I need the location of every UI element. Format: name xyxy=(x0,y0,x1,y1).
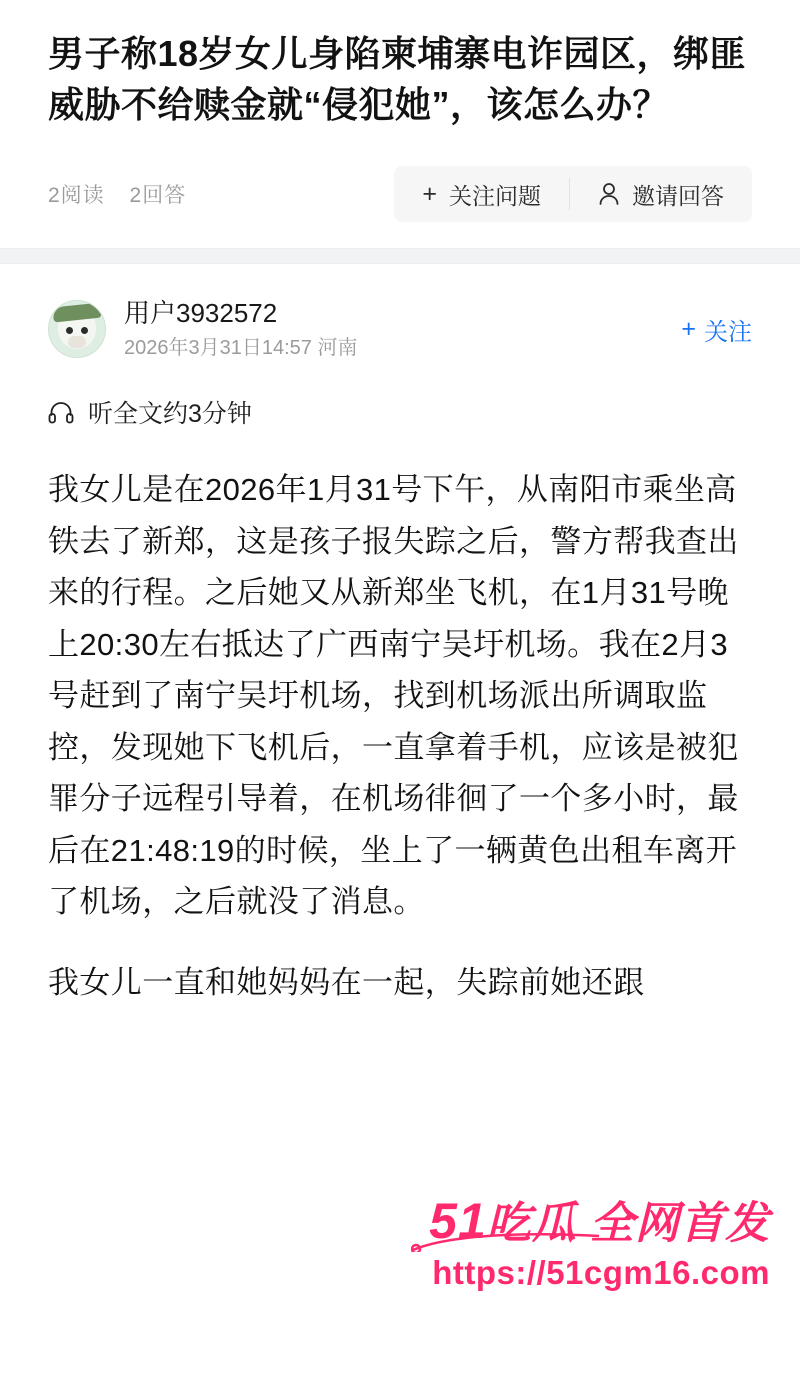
watermark-title xyxy=(429,1193,770,1249)
question-stats xyxy=(48,179,204,209)
headphone-icon xyxy=(48,400,74,424)
follow-author-button[interactable] xyxy=(681,312,752,347)
question-card xyxy=(0,0,800,248)
answer-count: 2回答 xyxy=(129,184,187,208)
answer-paragraph: 我女儿一直和她妈妈在一起，失踪前她还跟 xyxy=(48,965,645,1001)
question-action-group xyxy=(394,166,752,222)
answer-content xyxy=(48,464,752,1009)
answer-timestamp: 2026年3月31日14:57 河南 xyxy=(124,337,358,360)
answer-block xyxy=(0,264,800,1009)
listen-audio-button[interactable] xyxy=(48,394,752,430)
invite-answer-label: 邀请回答 xyxy=(632,182,724,209)
watermark-text: 吃瓜 全网首发 xyxy=(486,1199,770,1248)
follow-author-label: 关注 xyxy=(704,318,752,346)
answer-author-row xyxy=(48,298,752,360)
follow-question-label: 关注问题 xyxy=(449,182,541,209)
invite-answer-button[interactable] xyxy=(570,166,752,222)
section-divider xyxy=(0,248,800,264)
avatar[interactable] xyxy=(48,300,106,358)
answer-paragraph: 我女儿是在2026年1月31号下午，从南阳市乘坐高铁去了新郑，这是孩子报失踪之后，警方帮我查出来的行程。之后她又从新郑坐飞机，在1月31号晚上20:30左右抵达了广西南宁吴圩机场。我在2月3号赶到了南宁吴圩机场，找到机场派出所调取监控，发现她下飞机后，一直拿着手机，应该是被犯罪分子远程引导着，在机场徘徊了一个多小时，最后在21:48:19的时候，坐上了一辆黄色出租车离开了机场，之后就没了消息。 xyxy=(48,472,739,920)
watermark xyxy=(429,1193,770,1295)
person-invite-icon xyxy=(598,182,620,206)
plus-icon: + xyxy=(681,314,696,343)
author-name[interactable]: 用户3932572 xyxy=(124,298,278,329)
question-meta-row xyxy=(48,166,752,222)
watermark-swoosh-icon xyxy=(411,1230,601,1252)
plus-icon: + xyxy=(422,179,437,208)
watermark-url: https://51cgm16.com xyxy=(432,1254,770,1291)
listen-label: 听全文约3分钟 xyxy=(88,400,252,429)
follow-question-button[interactable] xyxy=(394,166,569,222)
page-title: 男子称18岁女儿身陷柬埔寨电诈园区，绑匪威胁不给赎金就“侵犯她”，该怎么办？ xyxy=(48,33,747,126)
author-text xyxy=(124,298,357,360)
read-count: 2阅读 xyxy=(48,184,105,208)
watermark-number: 51 xyxy=(429,1193,487,1249)
